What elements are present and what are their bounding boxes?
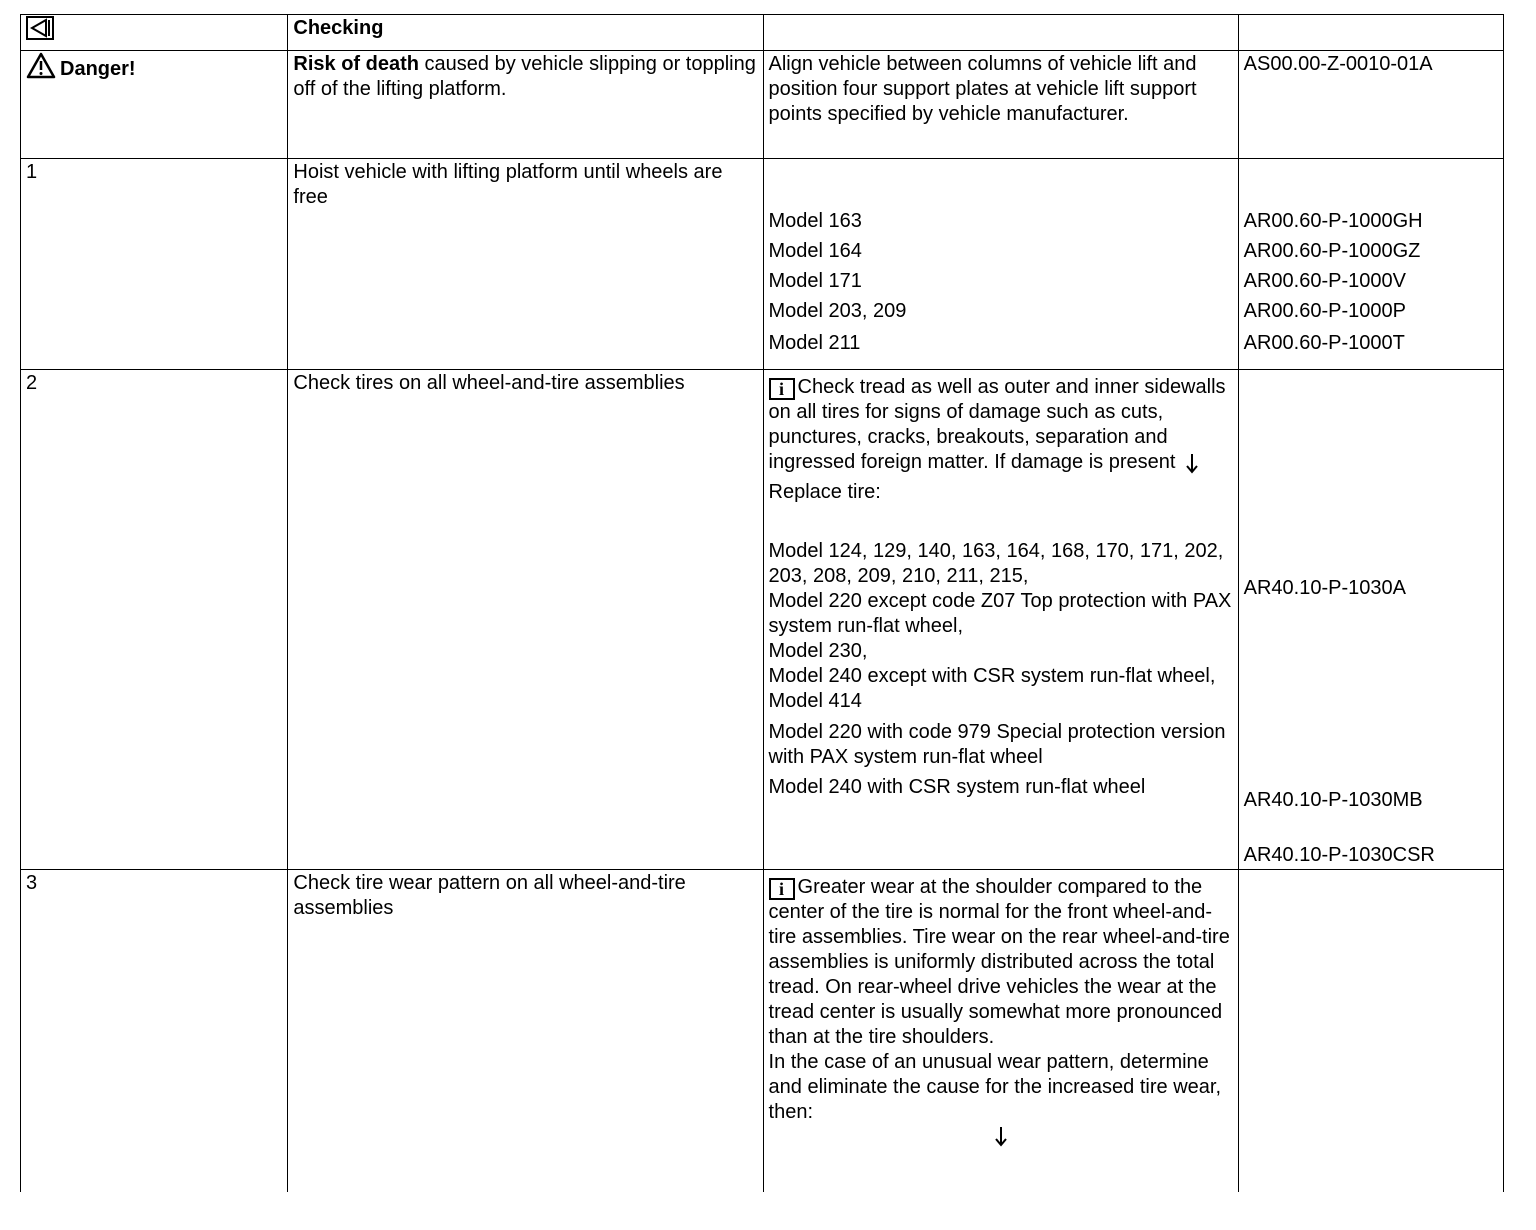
danger-label: Danger! — [60, 58, 136, 80]
step-action: Check tire wear pattern on all wheel-and-tire assemblies — [288, 870, 763, 1193]
step2-refs-cell — [1238, 370, 1503, 870]
danger-row — [21, 51, 1504, 159]
down-arrow-container — [769, 1125, 1234, 1151]
step1-refs-cell — [1238, 159, 1503, 370]
warning-triangle-icon — [26, 52, 56, 79]
model-group — [769, 775, 1234, 800]
step-number: 3 — [21, 870, 288, 1193]
model-line: Model 240 except with CSR system run-flat wheel, — [768, 665, 1216, 687]
step-action: Hoist vehicle with lifting platform until wheels are free — [288, 159, 763, 370]
info-paragraph — [769, 375, 1234, 475]
spacer — [1244, 371, 1499, 576]
header-icon-cell — [21, 15, 288, 51]
step-action: Check tires on all wheel-and-tire assemblies — [288, 370, 763, 870]
reference-link[interactable]: AR00.60-P-1000P — [1243, 300, 1406, 322]
info-paragraph-2: In the case of an unusual wear pattern, determine and eliminate the cause for the increased tire wear, then: — [768, 1051, 1221, 1123]
step-number: 2 — [21, 370, 288, 870]
info-paragraph — [769, 875, 1234, 1050]
info-icon: i — [769, 378, 795, 400]
reference-link[interactable]: AR40.10-P-1030MB — [1243, 789, 1423, 811]
model-label: Model 211 — [768, 332, 861, 354]
risk-bold-text: Risk of death — [293, 53, 419, 75]
reference-link[interactable]: AR00.60-P-1000T — [1243, 332, 1405, 354]
header-empty-cell — [1238, 15, 1503, 51]
section-title: Checking — [288, 15, 763, 51]
reference-link[interactable]: AR40.10-P-1030A — [1243, 577, 1406, 599]
down-arrow-icon — [1185, 452, 1199, 474]
procedure-document — [20, 14, 1504, 1192]
step-row-1 — [21, 159, 1504, 370]
procedure-table — [20, 14, 1504, 1192]
info-text: Greater wear at the shoulder compared to the center of the tire is normal for the front wheel-and-tire assemblies. Tire wear on the rear wheel-and-tire assemblies is uniformly distributed across the total tread. On rear-wheel drive vehicles the wear at the tread center is usually somewhat more pronounced than at the tire shoulders. — [768, 876, 1230, 1048]
reference-link[interactable]: AR00.60-P-1000GH — [1243, 210, 1423, 232]
down-arrow-icon — [994, 1125, 1008, 1147]
model-label: Model 163 — [768, 210, 862, 232]
model-group — [769, 539, 1234, 714]
reference-link[interactable]: AR00.60-P-1000V — [1243, 270, 1406, 292]
step1-models-cell — [763, 159, 1238, 370]
step-row-2 — [21, 370, 1504, 870]
model-line: Model 230, — [768, 640, 868, 662]
reference-link[interactable]: AR40.10-P-1030CSR — [1243, 844, 1435, 866]
back-arrow-box-icon[interactable] — [26, 16, 54, 40]
spacer — [1244, 160, 1499, 209]
model-line: Model 124, 129, 140, 163, 164, 168, 170, 171, 202, 203, 208, 209, 210, 211, 215, — [768, 540, 1224, 587]
model-label: Model 203, 209 — [768, 300, 907, 322]
risk-text: caused by vehicle slipping or toppling off of the lifting platform. — [293, 53, 756, 100]
danger-label-cell — [21, 51, 288, 159]
model-label: Model 164 — [768, 240, 862, 262]
danger-risk-cell — [288, 51, 763, 159]
info-text: Check tread as well as outer and inner sidewalls on all tires for signs of damage such as cuts, punctures, cracks, breakouts, separation and ingressed foreign matter. If damage is present — [768, 376, 1226, 473]
danger-instruction: Align vehicle between columns of vehicle lift and position four support plates at vehicle lift support points specified by vehicle manufacturer. — [763, 51, 1238, 159]
step-row-3 — [21, 870, 1504, 1193]
model-line: Model 414 — [768, 690, 862, 712]
header-empty-cell — [763, 15, 1238, 51]
reference-link[interactable]: AR00.60-P-1000GZ — [1243, 240, 1421, 262]
spacer — [769, 505, 1234, 539]
model-line: Model 220 except code Z07 Top protection with PAX system run-flat wheel, — [768, 590, 1232, 637]
model-label: Model 171 — [768, 270, 862, 292]
model-group — [769, 720, 1234, 770]
step-number: 1 — [21, 159, 288, 370]
step3-details-cell — [763, 870, 1238, 1193]
header-row — [21, 15, 1504, 51]
step3-refs-cell — [1238, 870, 1503, 1193]
replace-label: Replace tire: — [768, 481, 881, 503]
model-line: Model 240 with CSR system run-flat wheel — [768, 776, 1146, 798]
spacer — [769, 160, 1234, 209]
model-line: Model 220 with code 979 Special protection version with PAX system run-flat wheel — [768, 721, 1226, 768]
step2-details-cell — [763, 370, 1238, 870]
danger-reference-link[interactable]: AS00.00-Z-0010-01A — [1238, 51, 1503, 159]
info-icon: i — [769, 878, 795, 900]
